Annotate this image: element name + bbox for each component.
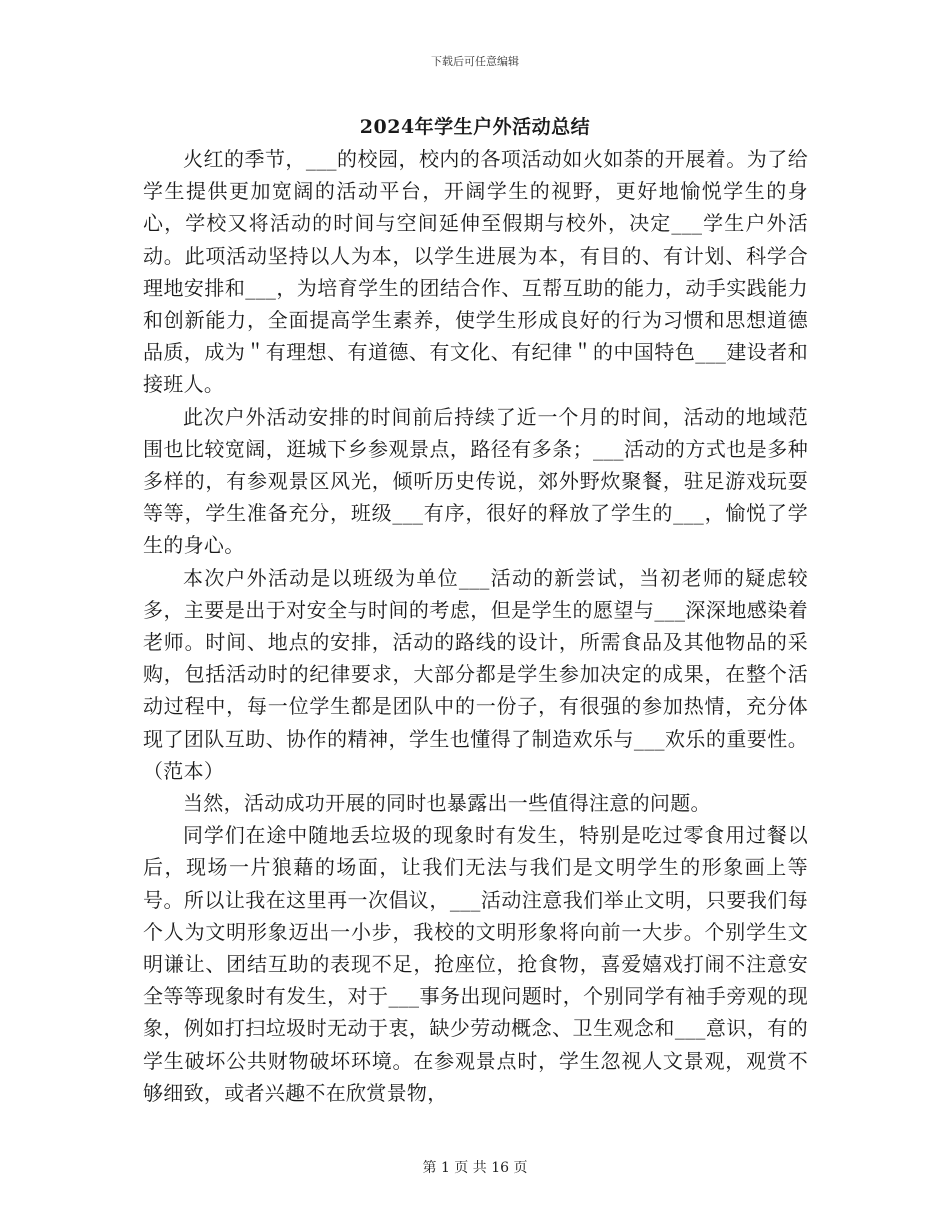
document-body	[143, 143, 808, 1109]
download-note: 下载后可任意编辑	[431, 55, 519, 68]
paragraph: 当然，活动成功开展的同时也暴露出一些值得注意的问题。	[183, 791, 711, 816]
paragraph: 本次户外活动是以班级为单位___活动的新尝试，当初老师的疑虑较多，主要是出于对安全与时间的考虑，但是学生的愿望与___深深地感染着老师。时间、地点的安排，活动的路线的设计，所需食品及其他物品的采购，包括活动时的纪律要求，大部分都是学生参加决定的成果，在整个活动过程中，每一位学生都是团队中的一份子，有很强的参加热情，充分体现了团队互助、协作的精神，学生也懂得了制造欢乐与___欢乐的重要性。（范本）	[143, 565, 808, 783]
paragraph: 此次户外活动安排的时间前后持续了近一个月的时间，活动的地域范围也比较宽阔，逛城下乡参观景点，路径有多条；___活动的方式也是多种多样的，有参观景区风光，倾听历史传说，郊外野炊聚餐，驻足游戏玩耍等等，学生准备充分，班级___有序，很好的释放了学生的___，愉悦了学生的身心。	[143, 404, 808, 558]
document-title: 2024年学生户外活动总结	[359, 116, 591, 138]
paragraph: 火红的季节，___的校园，校内的各项活动如火如荼的开展着。为了给学生提供更加宽阔的活动平台，开阔学生的视野，更好地愉悦学生的身心，学校又将活动的时间与空间延伸至假期与校外，决定___学生户外活动。此项活动坚持以人为本，以学生进展为本，有目的、有计划、科学合理地安排和___，为培育学生的团结合作、互帮互助的能力，动手实践能力和创新能力，全面提高学生素养，使学生形成良好的行为习惯和思想道德品质，成为＂有理想、有道德、有文化、有纪律＂的中国特色___建设者和接班人。	[143, 147, 808, 397]
page-number: 第 1 页 共 16 页	[422, 1160, 528, 1176]
paragraph: 同学们在途中随地丢垃圾的现象时有发生，特别是吃过零食用过餐以后，现场一片狼藉的场面，让我们无法与我们是文明学生的形象画上等号。所以让我在这里再一次倡议，___活动注意我们举止文明，只要我们每个人为文明形象迈出一小步，我校的文明形象将向前一大步。个别学生文明谦让、团结互助的表现不足，抢座位，抢食物，喜爱嬉戏打闹不注意安全等等现象时有发生，对于___事务出现问题时，个别同学有袖手旁观的现象，例如打扫垃圾时无动于衷，缺少劳动概念、卫生观念和___意识，有的学生破坏公共财物破坏环境。在参观景点时，学生忽视人文景观，观赏不够细致，或者兴趣不在欣赏景物，	[143, 823, 808, 1105]
